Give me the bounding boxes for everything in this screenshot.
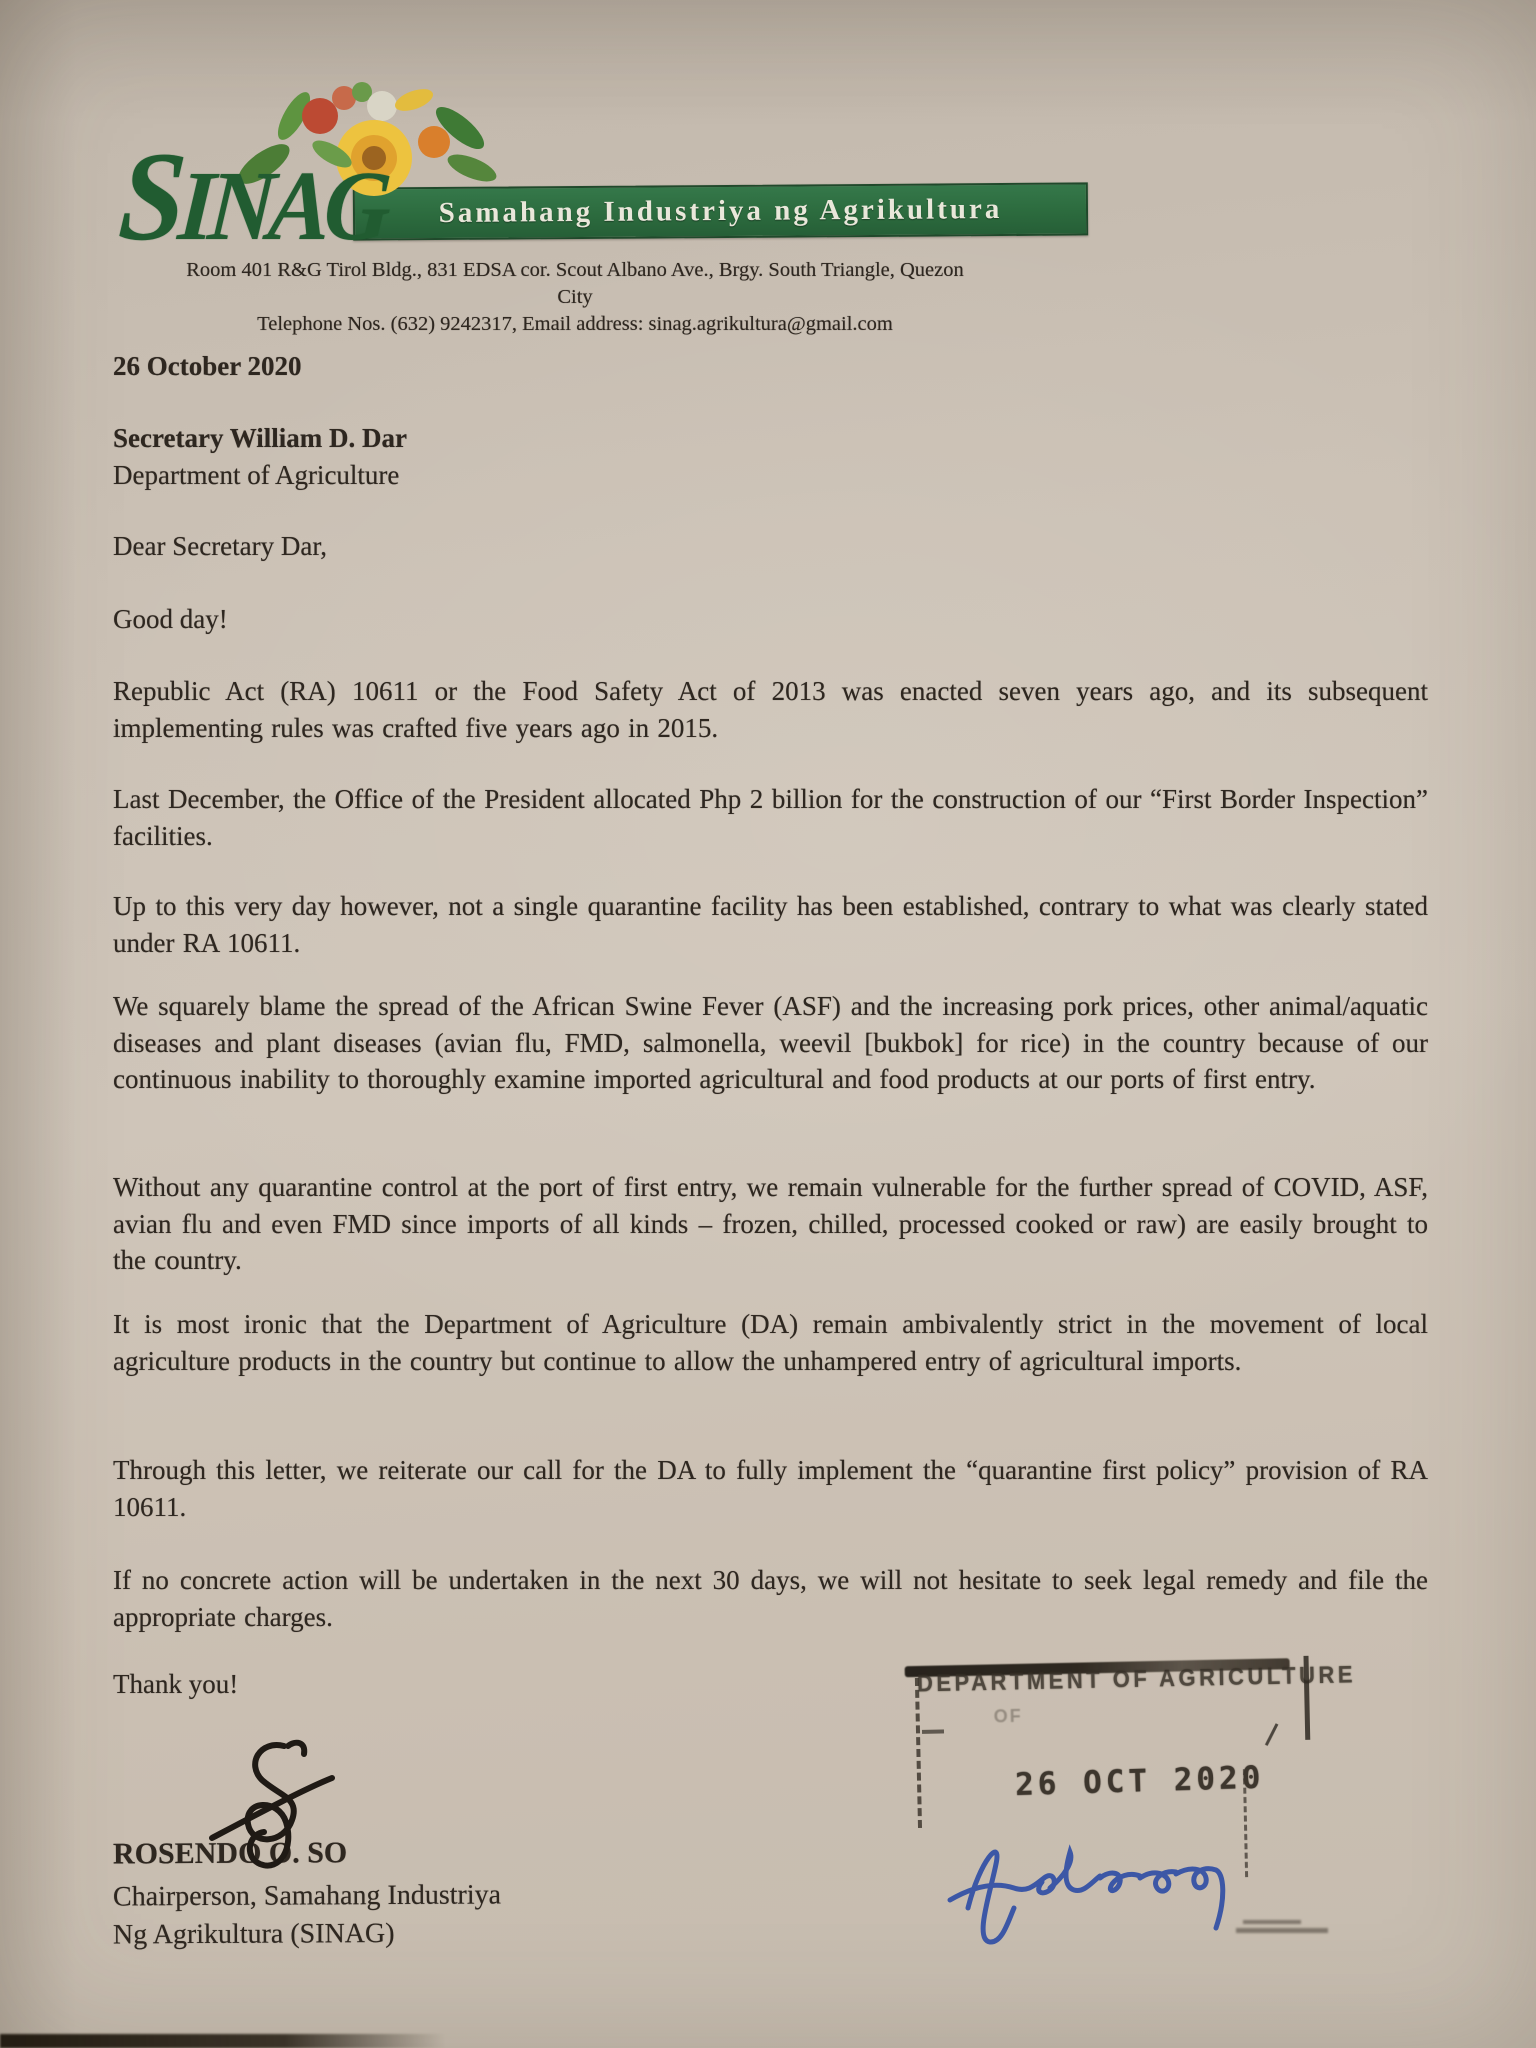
letter-paragraph: If no concrete action will be undertaken in the next 30 days, we will not hesitate to seek legal remedy and file the appropriate charges. [113,1565,1428,1632]
stamp-org-text: DEPARTMENT OF AGRICULTURE [916,1660,1357,1697]
handwritten-signature-blue [938,1828,1298,1948]
letter-paragraph: It is most ironic that the Department of Agriculture (DA) remain ambivalently strict in the movement of local agriculture products in the country but continue to allow the unhampered entry of agricultural imports. [113,1309,1428,1376]
letter-paragraph: Republic Act (RA) 10611 or the Food Safety Act of 2013 was enacted seven years ago, and its subsequent implementing rules was crafted five years ago in 2015. [113,676,1428,743]
banner-text: Samahang Industriya ng Agrikultura [438,193,1003,229]
letterhead [0,0,1536,335]
letter-paragraph: Through this letter, we reiterate our call for the DA to fully implement the “quarantine first policy” provision of RA 10611. [113,1455,1428,1522]
stamp-org-fragment: OF [993,1705,1023,1727]
closing: Thank you! [113,1669,239,1699]
address-line2: Telephone Nos. (632) 9242317, Email address: sinag.agrikultura@gmail.com [257,313,893,335]
letter-paragraph: Last December, the Office of the President allocated Php 2 billion for the construction of our “First Border Inspection” facilities. [113,784,1428,851]
stamp-mark [1265,1723,1278,1746]
signer-name: ROSENDO O. SO [112,1836,348,1871]
signer-title-line2: Ng Agrikultura (SINAG) [112,1917,395,1951]
letter-date: 26 October 2020 [113,351,302,381]
sinag-logo: SINAG [115,125,389,268]
recipient-org: Department of Agriculture [113,460,400,490]
recipient-name: Secretary William D. Dar [113,423,407,453]
letterhead-address [170,257,980,338]
letter-paragraph: We squarely blame the spread of the African Swine Fever (ASF) and the increasing pork prices, other animal/aquatic diseases and plant diseases (avian flu, FMD, salmonella, weevil [bukbok] for rice) in the country because of our continuous inability to thoroughly examine imported agricultural and food products at our ports of first entry. [113,991,1428,1094]
greeting: Good day! [113,604,228,634]
letter-paragraph: Up to this very day however, not a single quarantine facility has been established, contrary to what was clearly stated under RA 10611. [113,891,1428,958]
address-line1: Room 401 R&G Tirol Bldg., 831 EDSA cor. Scout Albano Ave., Brgy. South Triangle, Quezon City [186,259,964,308]
stamp-left-border [915,1678,922,1828]
signer-title-line1: Chairperson, Samahang Industriya [112,1879,502,1913]
stamp-date-received: 26 OCT 2020 [1014,1759,1265,1804]
stamp-mark [922,1729,944,1733]
photo-background-edge [0,2034,570,2048]
handwritten-signature-black [196,1738,356,1888]
letter-paragraph: Without any quarantine control at the port of first entry, we remain vulnerable for the further spread of COVID, ASF, avian flu and even FMD since imports of all kinds – frozen, chilled, processed cooked or raw) are easily brought to the country. [113,1172,1428,1275]
salutation: Dear Secretary Dar, [113,531,328,561]
